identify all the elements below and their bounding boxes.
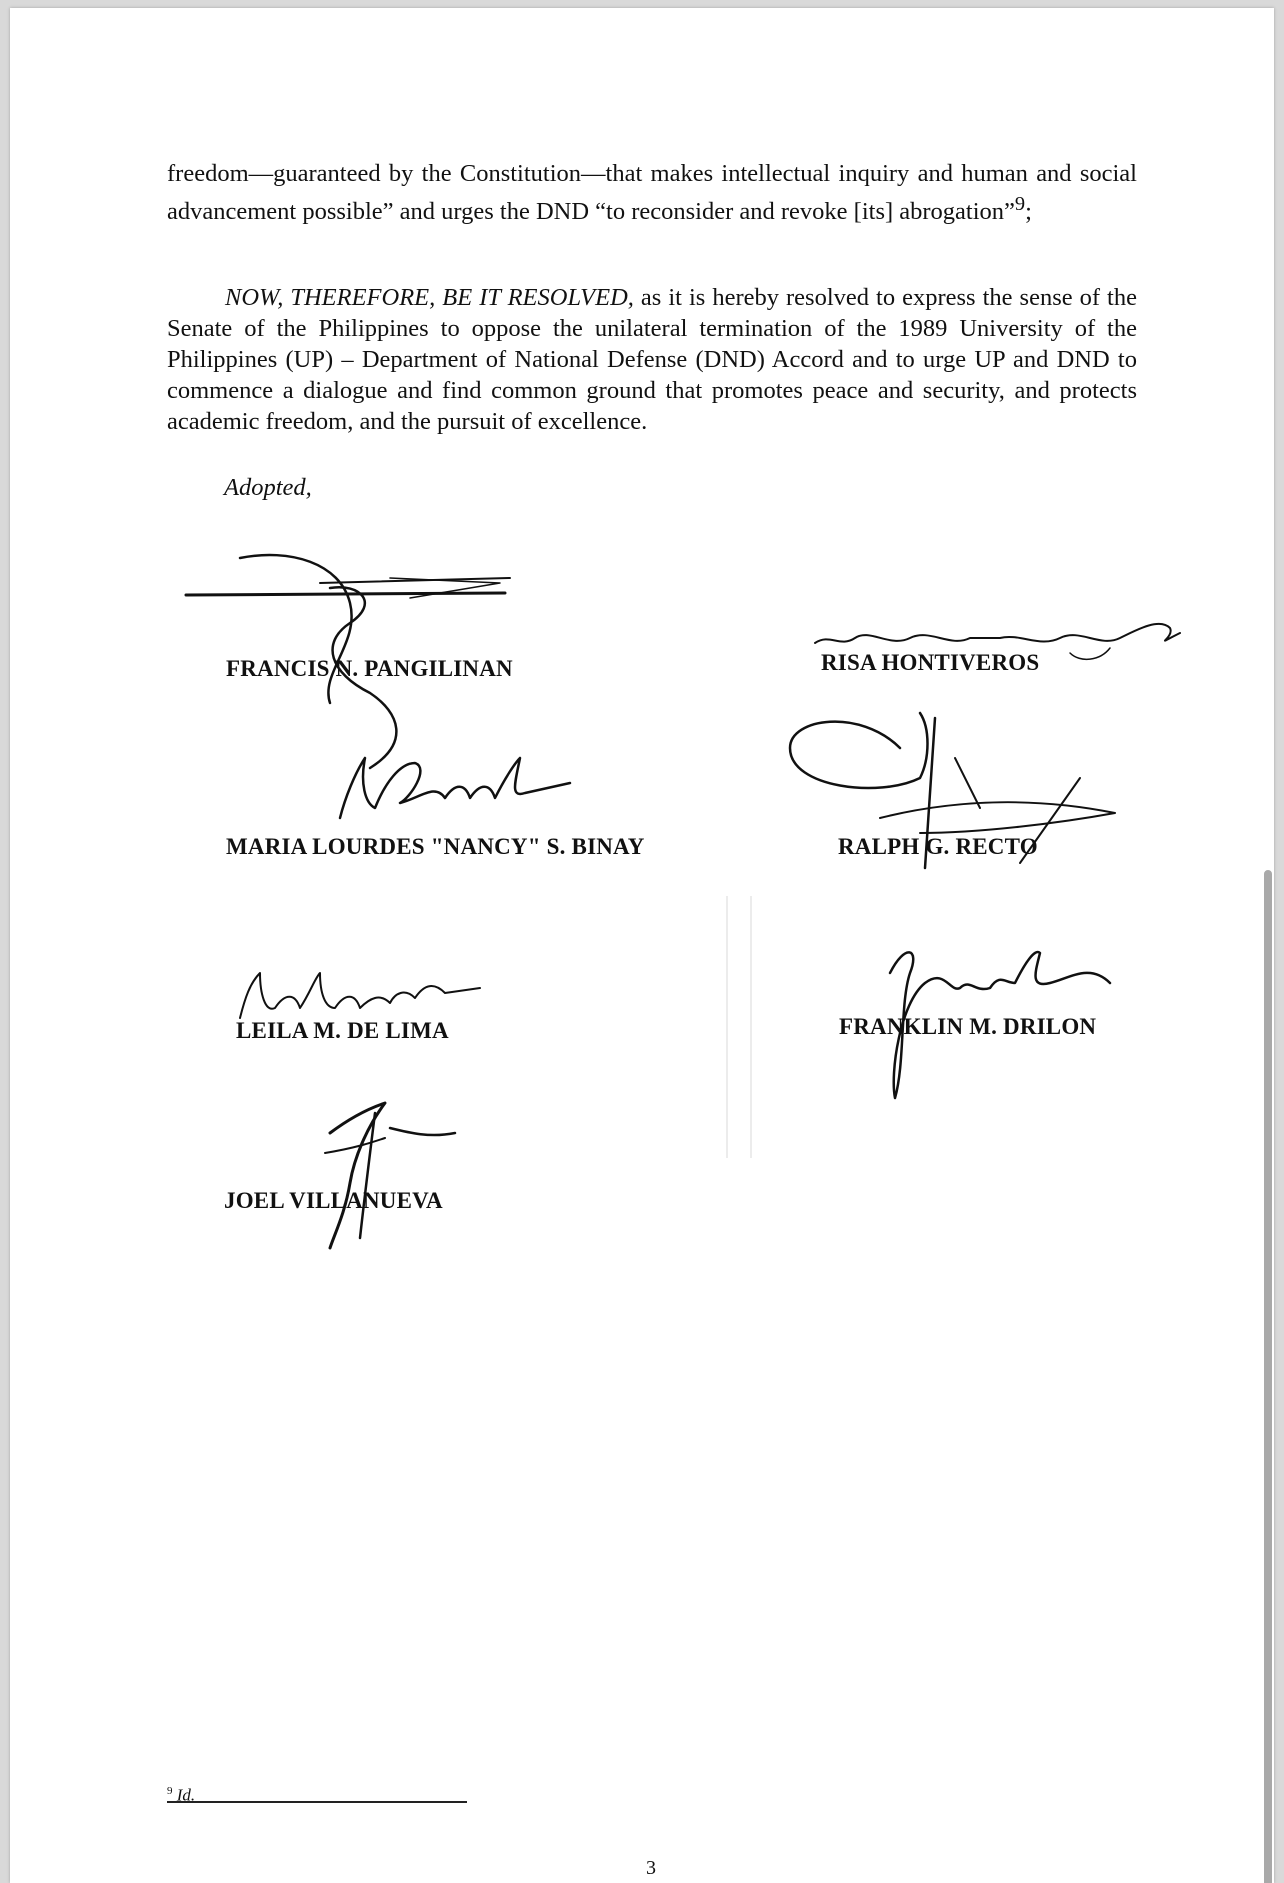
signatory-name: LEILA M. DE LIMA: [236, 1018, 449, 1043]
scan-fold-line: [750, 896, 752, 1158]
footnote-text: Id.: [176, 1785, 196, 1805]
footnote: [167, 1785, 195, 1806]
footnote-number: 9: [167, 1785, 173, 1797]
signatory-name: FRANKLIN M. DRILON: [839, 1014, 1097, 1039]
footnote-divider: [167, 1801, 467, 1803]
scan-fold-line: [726, 896, 728, 1158]
signatory-name: RALPH G. RECTO: [838, 834, 1038, 859]
resolved-text: as it is hereby resolved to express the sense of the Senate of the Philippines to oppose the unilateral termination of the 1989 University of the Philippines (UP) – Department of National Defense (DND) Accord and to urge UP and DND to commence a dialogue and find common ground that promotes peace and security, and protects academic freedom, and the pursuit of excellence.: [167, 284, 1137, 435]
signature-villanueva: [310, 1093, 480, 1253]
document-page: [10, 8, 1274, 1883]
paragraph-abrogation: [167, 158, 1137, 227]
signatory-name: FRANCIS N. PANGILINAN: [226, 656, 513, 681]
signatory-name: JOEL VILLANUEVA: [224, 1188, 443, 1213]
adopted-label: Adopted,: [224, 474, 312, 501]
signature-binay: [320, 743, 580, 833]
signatory-name: MARIA LOURDES "NANCY" S. BINAY: [226, 834, 645, 859]
footnote-ref: 9: [1014, 193, 1026, 215]
resolved-lead: NOW, THEREFORE, BE IT RESOLVED,: [225, 284, 634, 311]
paragraph-1-end: ;: [1025, 198, 1032, 226]
scrollbar[interactable]: [1264, 870, 1272, 1883]
signature-recto: [780, 698, 1120, 898]
page-number: 3: [646, 1857, 656, 1879]
paragraph-1-text: freedom—guaranteed by the Constitution—that makes intellectual inquiry and human and social advancement possible” and urges the DND “to reconsider and revoke [its] abrogation”: [167, 160, 1137, 226]
signatory-name: RISA HONTIVEROS: [821, 650, 1040, 675]
paragraph-resolution: [167, 282, 1137, 437]
